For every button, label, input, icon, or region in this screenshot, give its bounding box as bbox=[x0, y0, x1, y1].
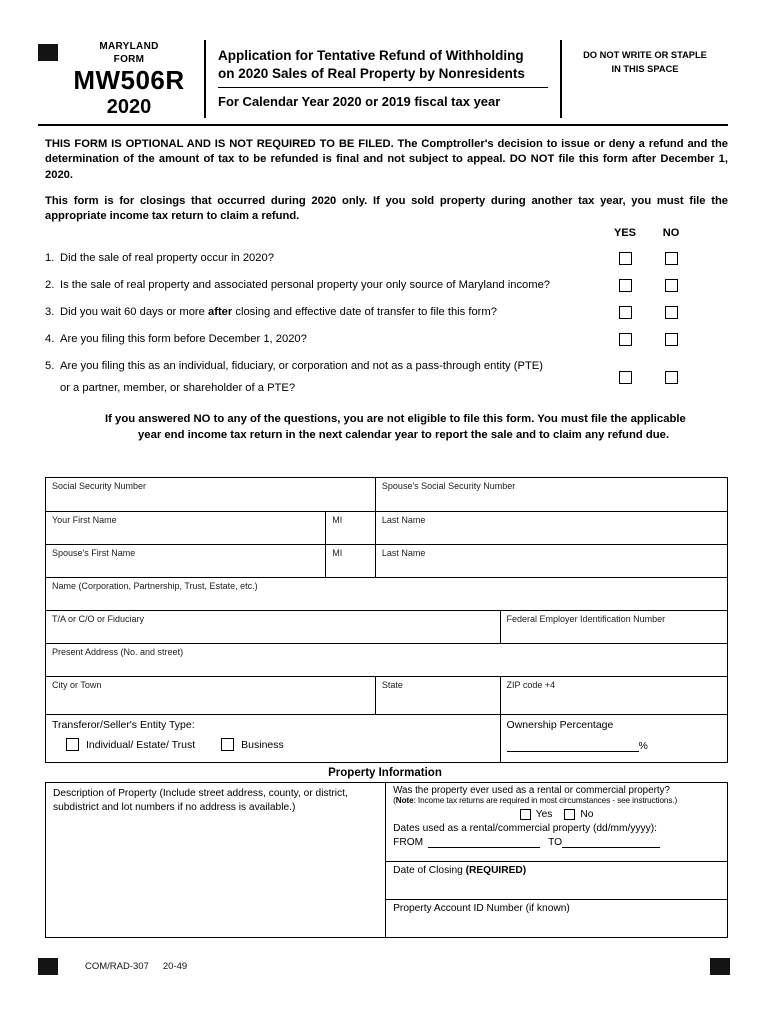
last-name-label: Last Name bbox=[381, 515, 426, 526]
question-1-text: Did the sale of real property occur in 2020? bbox=[60, 251, 274, 264]
maryland-label: MARYLAND bbox=[99, 41, 159, 52]
ownership-percentage-field bbox=[500, 715, 727, 762]
state-field[interactable] bbox=[375, 677, 500, 714]
registration-mark-top-left-icon bbox=[38, 44, 58, 61]
rental-yes-label: Yes bbox=[535, 809, 553, 821]
taxpayer-info-table bbox=[45, 477, 728, 763]
from-label: FROM bbox=[393, 837, 424, 849]
form-code-label: COM/RAD-307 bbox=[85, 961, 149, 972]
date-of-closing-required-label: (REQUIRED) bbox=[465, 865, 527, 877]
eligibility-questions bbox=[45, 227, 728, 443]
question-3-yes-checkbox[interactable] bbox=[619, 306, 632, 319]
first-name-label: Your First Name bbox=[52, 515, 117, 526]
question-5-text-line1: Are you filing this as an individual, fiduciary, or corporation and not as a pass-through entity (PTE) bbox=[60, 360, 543, 373]
yes-column-header: YES bbox=[613, 226, 636, 239]
ta-co-fiduciary-field[interactable] bbox=[46, 611, 500, 643]
form-title-block bbox=[204, 40, 562, 118]
question-1 bbox=[45, 251, 728, 266]
rental-no-checkbox[interactable] bbox=[564, 809, 575, 820]
form-id-block bbox=[38, 40, 204, 118]
rental-dates-range bbox=[393, 837, 720, 848]
ownership-percentage-input[interactable] bbox=[507, 741, 639, 752]
question-5 bbox=[45, 359, 728, 396]
form-word-label: FORM bbox=[113, 54, 145, 65]
rental-question-label: Was the property ever used as a rental or commercial property? bbox=[393, 785, 670, 797]
form-title-line1: Application for Tentative Refund of Withholding bbox=[218, 48, 524, 63]
optional-notice: THIS FORM IS OPTIONAL AND IS NOT REQUIRED TO BE FILED. The Comptroller's decision to issue or deny a refund and the determination of the amount of tax to be refunded is final and not subject to appeal. DO NOT file this form after December 1, 2020. bbox=[45, 138, 728, 181]
last-name-label: Last Name bbox=[381, 548, 426, 559]
property-information-table bbox=[45, 782, 728, 938]
city-field[interactable] bbox=[46, 677, 375, 714]
entity-type-individual-checkbox[interactable] bbox=[66, 738, 79, 751]
question-4-no-checkbox[interactable] bbox=[665, 333, 678, 346]
spouse-last-name-field[interactable] bbox=[375, 545, 727, 577]
present-address-field[interactable] bbox=[46, 644, 727, 676]
form-header bbox=[38, 40, 728, 118]
state-label: State bbox=[381, 680, 403, 691]
question-5-yes-checkbox[interactable] bbox=[619, 371, 632, 384]
yes-no-header bbox=[45, 227, 728, 239]
rental-from-date-input[interactable] bbox=[428, 837, 540, 848]
form-id-text bbox=[58, 40, 204, 118]
ineligibility-warning-line1: If you answered NO to any of the questions, you are not eligible to file this form. You must file the applicable bbox=[105, 412, 686, 425]
no-write-notice bbox=[562, 40, 728, 118]
registration-mark-bottom-left-icon bbox=[38, 958, 58, 975]
question-3-number: 3. bbox=[45, 306, 55, 319]
form-number: MW506R bbox=[73, 65, 185, 95]
table-row bbox=[46, 511, 727, 544]
spouse-first-name-field[interactable] bbox=[46, 545, 325, 577]
last-name-field[interactable] bbox=[375, 512, 727, 544]
to-label: TO bbox=[548, 837, 563, 849]
spouse-mi-field[interactable] bbox=[325, 545, 375, 577]
question-5-no-checkbox[interactable] bbox=[665, 371, 678, 384]
rental-note-bold-word: Note bbox=[395, 796, 414, 806]
question-2-yes-checkbox[interactable] bbox=[619, 279, 632, 292]
question-3-bold-word: after bbox=[208, 306, 233, 319]
header-divider bbox=[38, 124, 728, 126]
entity-type-label: Transferor/Seller's Entity Type: bbox=[52, 719, 195, 732]
property-account-id-label: Property Account ID Number (if known) bbox=[393, 903, 570, 915]
rental-use-field bbox=[386, 783, 727, 861]
rental-to-date-input[interactable] bbox=[562, 837, 660, 848]
no-write-line2: IN THIS SPACE bbox=[611, 63, 679, 74]
closings-notice: This form is for closings that occurred during 2020 only. If you sold property during another tax year, you must file the appropriate income tax return to claim a refund. bbox=[45, 194, 728, 222]
form-title-line2: on 2020 Sales of Real Property by Nonresidents bbox=[218, 65, 525, 81]
entity-type-individual-label: Individual/ Estate/ Trust bbox=[86, 738, 196, 751]
question-1-no-checkbox[interactable] bbox=[665, 252, 678, 265]
ta-co-fiduciary-label: T/A or C/O or Fiduciary bbox=[52, 614, 145, 625]
entity-name-label: Name (Corporation, Partnership, Trust, Estate, etc.) bbox=[52, 581, 258, 592]
question-5-number: 5. bbox=[45, 360, 55, 373]
property-information-heading: Property Information bbox=[328, 767, 442, 780]
date-of-closing-field[interactable] bbox=[386, 861, 727, 899]
form-title bbox=[218, 47, 548, 82]
fein-field[interactable] bbox=[500, 611, 727, 643]
property-details-column bbox=[385, 783, 727, 937]
ssn-field[interactable] bbox=[46, 478, 375, 511]
question-4-yes-checkbox[interactable] bbox=[619, 333, 632, 346]
table-row bbox=[46, 577, 727, 610]
entity-type-business-checkbox[interactable] bbox=[221, 738, 234, 751]
first-name-mi-field[interactable] bbox=[325, 512, 375, 544]
question-1-yes-checkbox[interactable] bbox=[619, 252, 632, 265]
question-3 bbox=[45, 305, 728, 320]
entity-type-field bbox=[46, 715, 500, 762]
entity-type-business-label: Business bbox=[241, 738, 284, 751]
table-row bbox=[46, 676, 727, 714]
rental-note: (Note: Income tax returns are required in most circumstances - see instructions.) bbox=[393, 796, 678, 806]
no-write-line1: DO NOT WRITE OR STAPLE bbox=[583, 50, 707, 60]
rental-yes-no-options bbox=[393, 809, 720, 820]
zip-field[interactable] bbox=[500, 677, 727, 714]
question-4-number: 4. bbox=[45, 333, 55, 346]
question-2 bbox=[45, 278, 728, 293]
page-footer bbox=[38, 958, 730, 975]
property-description-label: Description of Property (Include street address, county, or district, subdistrict and lot numbers if no address is available.) bbox=[53, 788, 348, 813]
rental-dates-label: Dates used as a rental/commercial property (dd/mm/yyyy): bbox=[393, 823, 657, 835]
form-code bbox=[85, 961, 187, 972]
ineligibility-warning-line2: year end income tax return in the next calendar year to report the sale and to claim any refund due. bbox=[138, 428, 670, 441]
question-2-number: 2. bbox=[45, 278, 55, 291]
spouse-first-name-label: Spouse's First Name bbox=[52, 548, 136, 559]
question-1-number: 1. bbox=[45, 251, 55, 264]
question-3-text: Did you wait 60 days or more after closing and effective date of transfer to file this form? bbox=[60, 306, 497, 319]
rental-yes-checkbox[interactable] bbox=[520, 809, 531, 820]
form-year: 2020 bbox=[106, 96, 152, 119]
question-4 bbox=[45, 332, 728, 347]
question-2-no-checkbox[interactable] bbox=[665, 279, 678, 292]
percent-sign: % bbox=[638, 740, 648, 753]
spouse-ssn-field[interactable] bbox=[375, 478, 727, 511]
table-row bbox=[46, 478, 727, 511]
spouse-ssn-label: Spouse's Social Security Number bbox=[381, 481, 516, 492]
question-5-text-line2: or a partner, member, or shareholder of a PTE? bbox=[60, 382, 296, 395]
rental-no-label: No bbox=[580, 809, 594, 821]
city-label: City or Town bbox=[52, 680, 102, 691]
entity-type-options bbox=[66, 738, 494, 751]
question-2-text: Is the sale of real property and associated personal property your only source of Maryland income? bbox=[60, 278, 551, 291]
property-description-field[interactable] bbox=[46, 783, 385, 937]
entity-type-row bbox=[46, 714, 727, 762]
ownership-percentage-label: Ownership Percentage bbox=[506, 719, 614, 732]
ssn-label: Social Security Number bbox=[52, 481, 147, 492]
table-row bbox=[46, 610, 727, 643]
entity-name-field[interactable] bbox=[46, 578, 727, 610]
date-of-closing-label: Date of Closing bbox=[393, 865, 466, 877]
property-account-id-field[interactable] bbox=[386, 899, 727, 937]
form-page-code: 20-49 bbox=[162, 961, 188, 972]
present-address-label: Present Address (No. and street) bbox=[52, 647, 184, 658]
fein-label: Federal Employer Identification Number bbox=[506, 614, 666, 625]
registration-mark-bottom-right-icon bbox=[710, 958, 730, 975]
question-4-text: Are you filing this form before December 1, 2020? bbox=[60, 333, 307, 346]
zip-label: ZIP code +4 bbox=[506, 680, 556, 691]
mi-label: MI bbox=[332, 515, 343, 526]
question-3-no-checkbox[interactable] bbox=[665, 306, 678, 319]
table-row bbox=[46, 544, 727, 577]
form-subtitle: For Calendar Year 2020 or 2019 fiscal tax year bbox=[218, 87, 548, 109]
no-column-header: NO bbox=[662, 226, 680, 239]
first-name-field[interactable] bbox=[46, 512, 325, 544]
ineligibility-warning bbox=[105, 411, 686, 444]
table-row bbox=[46, 643, 727, 676]
mi-label: MI bbox=[332, 548, 343, 559]
